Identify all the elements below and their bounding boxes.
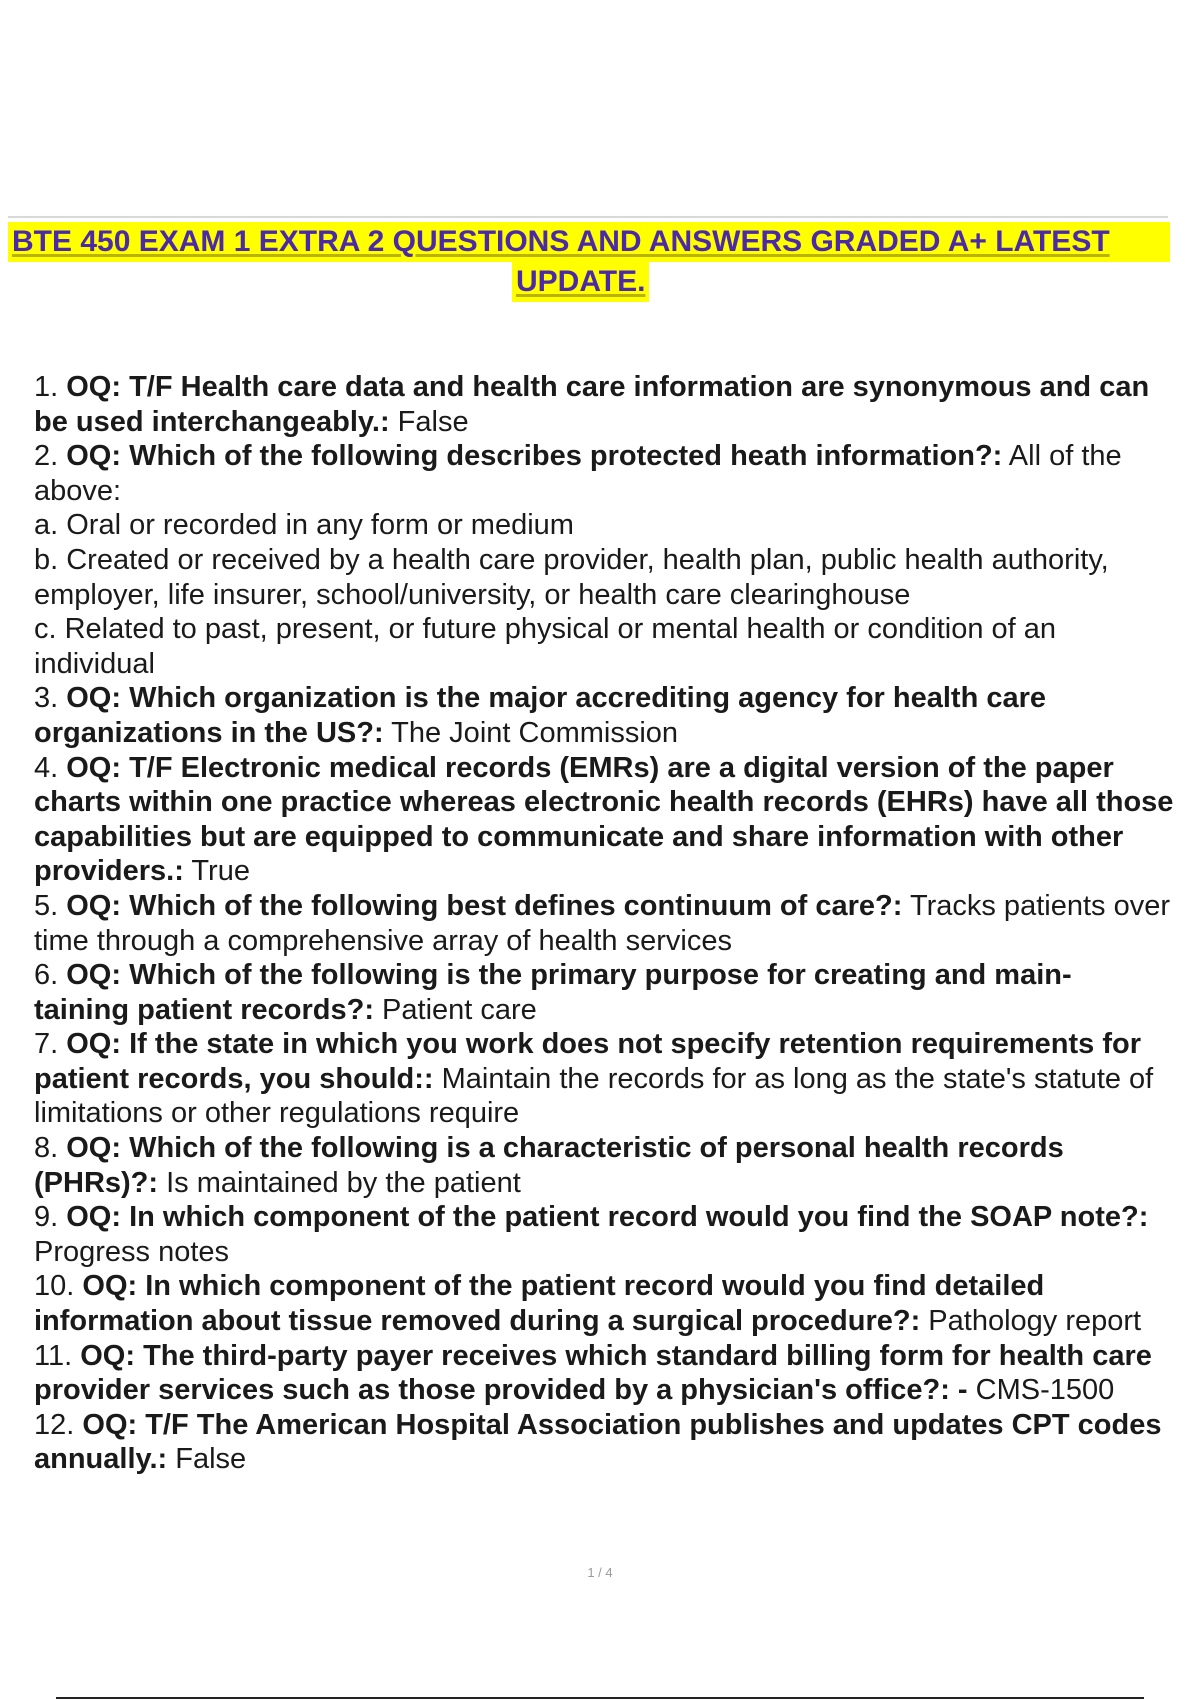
answer-text: True	[183, 855, 250, 888]
question-number: 8.	[34, 1132, 59, 1165]
answer-text: Maintain the records for as long as the state's statute of limitations or other regulations require	[34, 1062, 1154, 1130]
question-number: 1.	[34, 371, 59, 403]
question-text: OQ: The third-party payer receives which standard billing form for health care provider services such as those provided by a physician's office?: -	[34, 1339, 1152, 1407]
question-number: 2.	[34, 440, 59, 473]
answer-text: Pathology report	[920, 1305, 1142, 1338]
question-number: 3.	[34, 682, 59, 715]
question-item-5	[34, 889, 1174, 958]
question-text: OQ: Which of the following describes protected heath information?:	[66, 440, 1003, 473]
answer-option-c: c. Related to past, present, or future physical or mental health or condition of an individual	[34, 613, 1057, 680]
question-text: OQ: Which of the following is a characteristic of personal health records (PHRs)?:	[34, 1132, 1064, 1199]
answer-text: All of the above:	[34, 440, 1122, 507]
question-number: 12.	[34, 1408, 75, 1441]
question-number: 9.	[34, 1201, 59, 1234]
question-number: 11.	[34, 1339, 73, 1372]
question-text: OQ: Which of the following best defines continuum of care?:	[66, 889, 903, 922]
question-text: OQ: Which of the following is the primary purpose for creating and main- taining patient records?:	[34, 959, 1072, 1026]
bottom-divider	[56, 1697, 1144, 1699]
page-number: 1 / 4	[587, 1565, 613, 1580]
title-line-1: BTE 450 EXAM 1 EXTRA 2 QUESTIONS AND ANSWERS GRADED A+ LATEST	[8, 222, 1170, 262]
question-item-4	[34, 751, 1174, 889]
question-text: OQ: In which component of the patient record would you find detailed information about tissue removed during a surgical procedure?:	[34, 1270, 1045, 1338]
question-item-8	[34, 1131, 1174, 1200]
question-item-10	[34, 1269, 1174, 1338]
answer-text: The Joint Commission	[383, 716, 679, 749]
question-text: OQ: T/F The American Hospital Association publishes and updates CPT codes annually.:	[34, 1408, 1162, 1476]
answer-text: CMS-1500	[967, 1374, 1115, 1407]
answer-option-b: b. Created or received by a health care provider, health plan, public health authority, employer, life insurer, school/university, or health care clearinghouse	[34, 543, 1109, 611]
question-list	[34, 370, 1174, 1477]
top-divider	[8, 216, 1168, 218]
question-item-7	[34, 1027, 1174, 1131]
question-number: 4.	[34, 751, 59, 784]
answer-text: False	[389, 405, 469, 438]
question-text: OQ: Which organization is the major accrediting agency for health care organizations in the US?:	[34, 682, 1047, 749]
answer-text: Is maintained by the patient	[158, 1166, 521, 1199]
question-item-2	[34, 439, 1174, 681]
answer-text: Progress notes	[34, 1235, 230, 1268]
answer-text: Patient care	[373, 993, 537, 1026]
question-text: OQ: In which component of the patient record would you find the SOAP note?:	[66, 1201, 1149, 1234]
question-item-3	[34, 681, 1174, 750]
question-number: 6.	[34, 959, 59, 992]
title-line-2: UPDATE.	[512, 262, 649, 302]
question-text: OQ: If the state in which you work does not specify retention requirements for patient records, you should::	[34, 1028, 1142, 1095]
question-text: OQ: T/F Electronic medical records (EMRs) are a digital version of the paper charts within one practice whereas electronic health records (EHRs) have all those capabilities but are equipped to communicate and share information with other providers.:	[34, 751, 1174, 888]
question-item-11	[34, 1339, 1174, 1408]
question-item-6	[34, 958, 1174, 1027]
question-item-12	[34, 1408, 1174, 1477]
question-item-9	[34, 1200, 1174, 1269]
answer-text: False	[167, 1443, 247, 1476]
answer-option-a: a. Oral or recorded in any form or medium	[34, 509, 574, 542]
question-number: 10.	[34, 1270, 75, 1303]
question-text: OQ: T/F Health care data and health care information are synonymous and can be used interchangeably.:	[34, 371, 1150, 438]
question-item-1	[34, 370, 1174, 439]
question-number: 5.	[34, 889, 59, 922]
answer-text: Tracks patients over time through a comprehensive array of health services	[34, 889, 1170, 957]
question-number: 7.	[34, 1028, 59, 1061]
